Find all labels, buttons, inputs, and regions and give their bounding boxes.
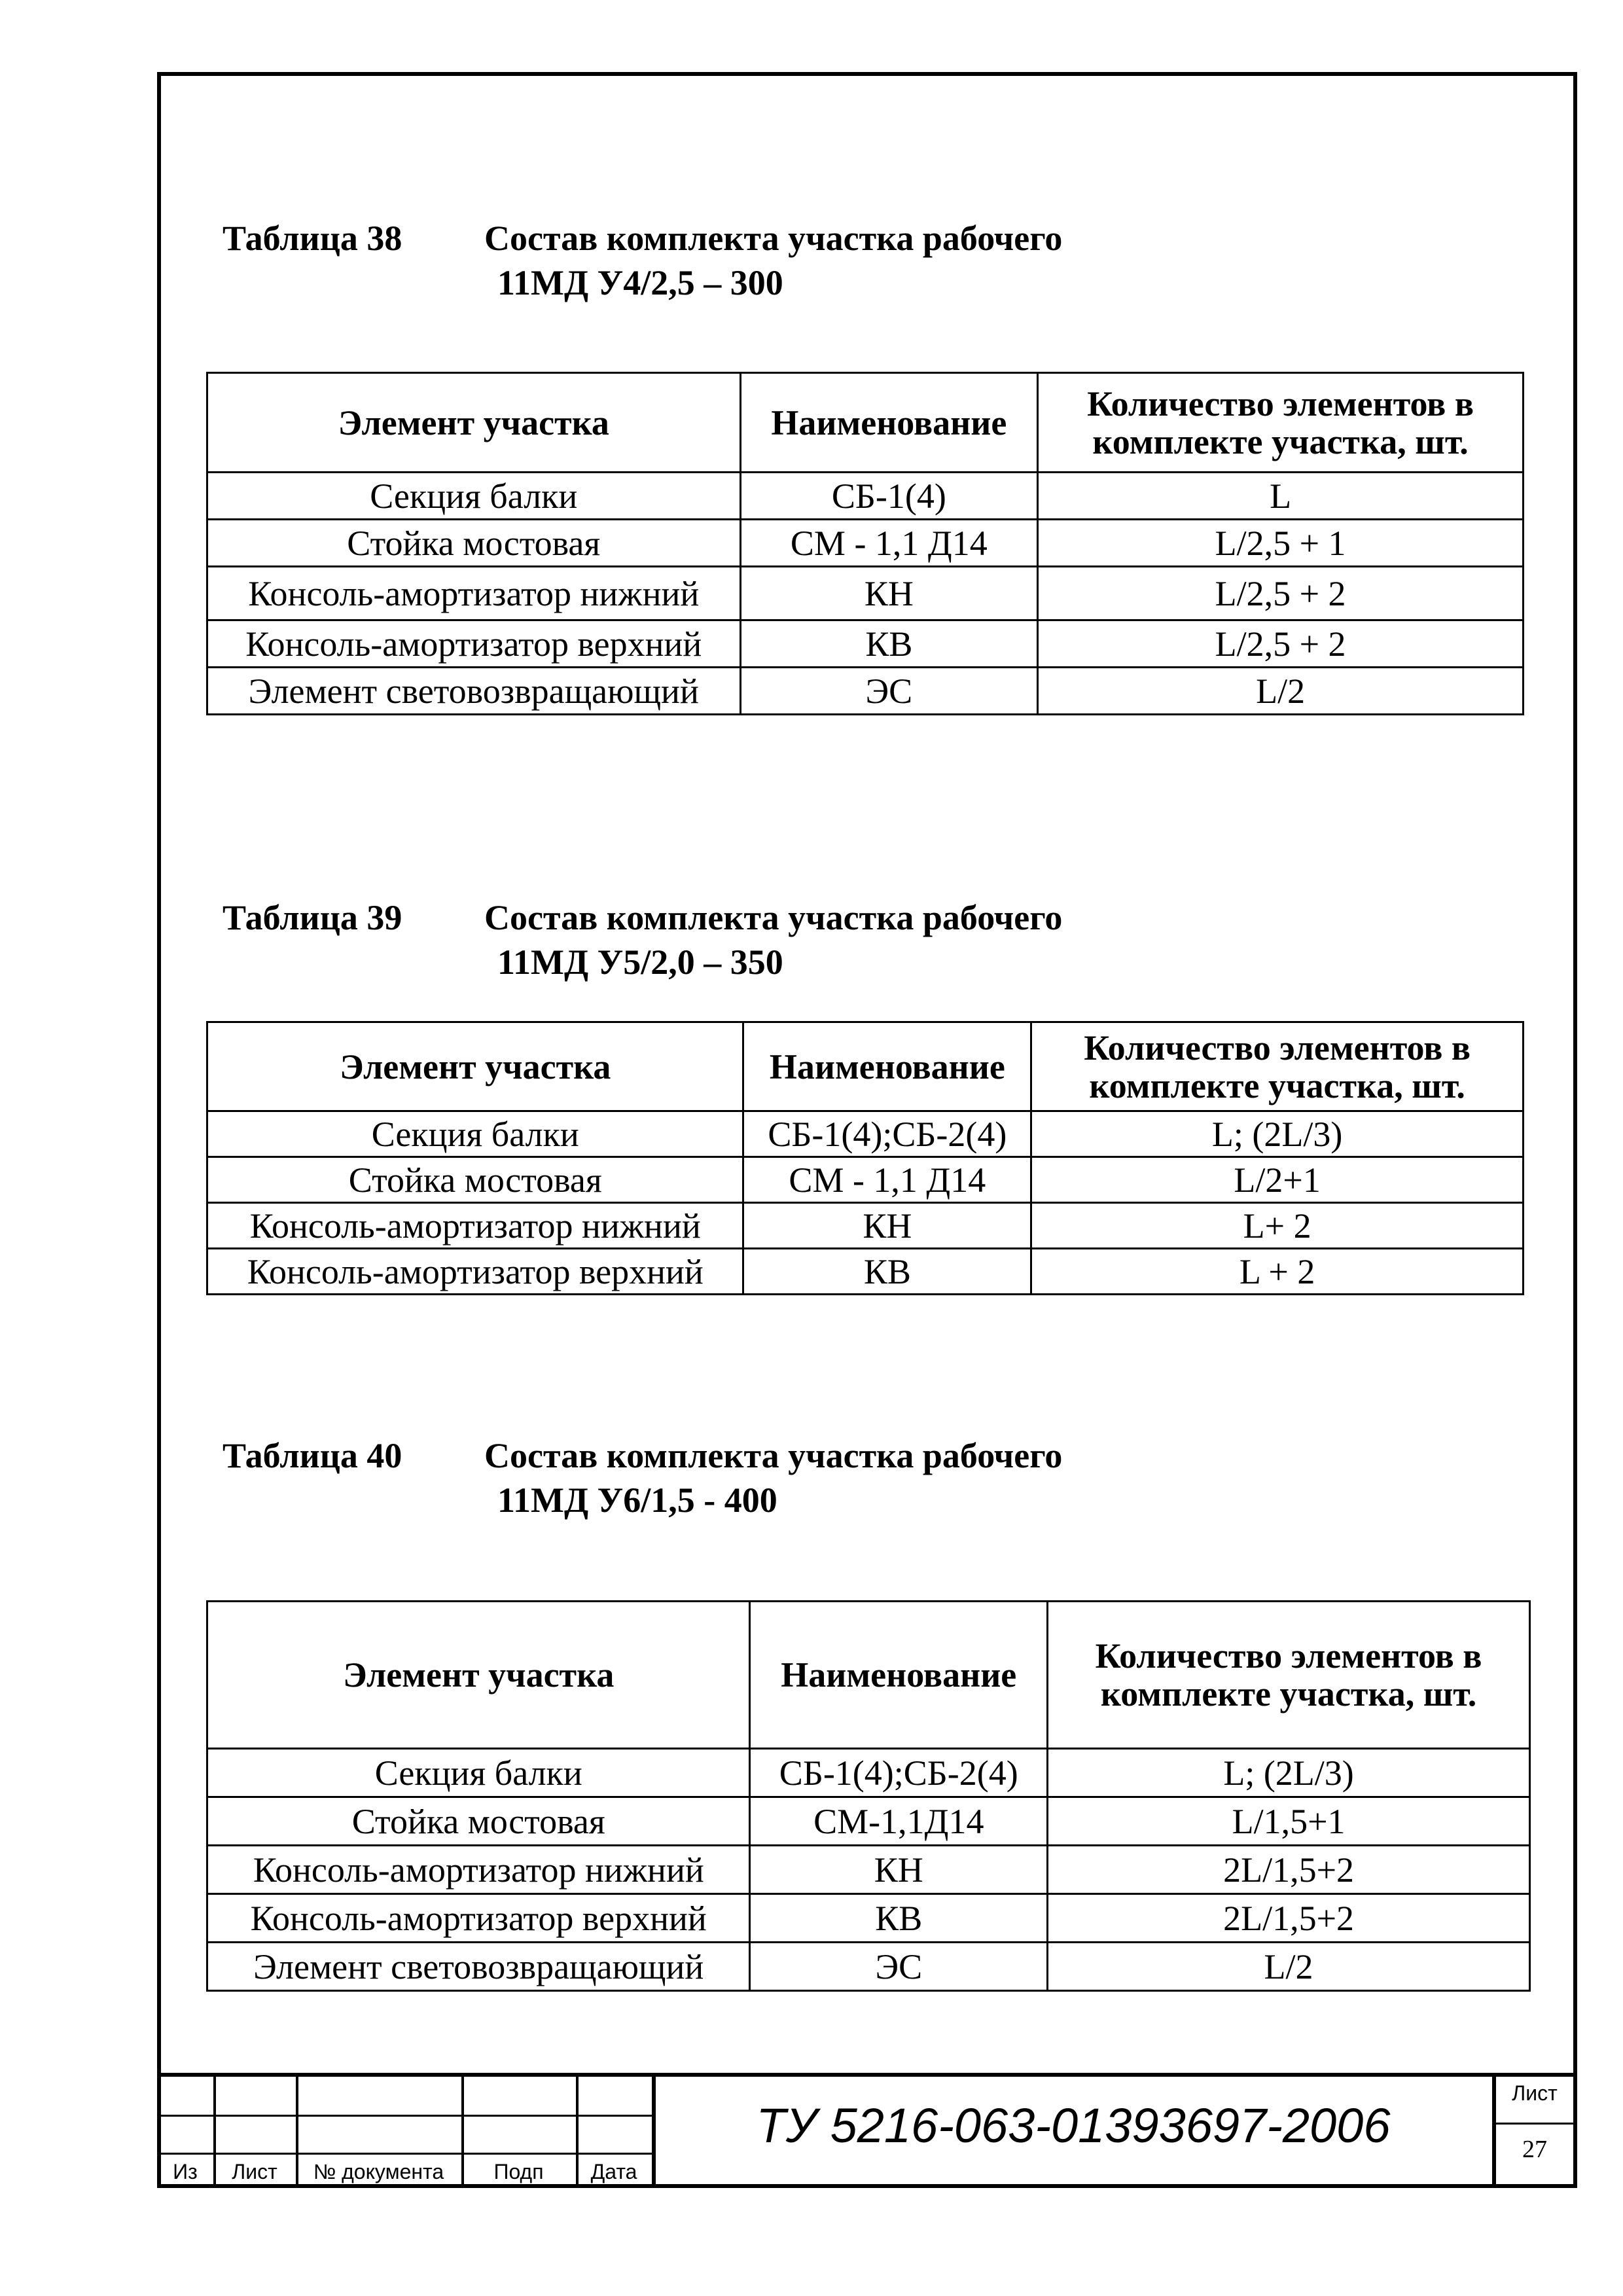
table-row xyxy=(207,1111,1524,1157)
table-38 xyxy=(206,372,1524,715)
cell-name: КН xyxy=(750,1846,1048,1894)
table-title-line2: 11МД У5/2,0 – 350 xyxy=(497,942,783,982)
header-name: Наименование xyxy=(750,1602,1048,1749)
table-number: Таблица 39 xyxy=(223,898,402,937)
table-39 xyxy=(206,1021,1524,1295)
table-number: Таблица 38 xyxy=(223,219,402,258)
table-row xyxy=(207,620,1524,668)
cell-element: Консоль-амортизатор нижний xyxy=(207,1846,750,1894)
sheet-number: 27 xyxy=(1522,2136,1547,2163)
cell-element: Стойка мостовая xyxy=(207,1797,750,1846)
table-row xyxy=(207,668,1524,715)
cell-name: СБ-1(4);СБ-2(4) xyxy=(743,1111,1031,1157)
cell-name: СМ - 1,1 Д14 xyxy=(743,1157,1031,1203)
table-title-line1: Состав комплекта участка рабочего xyxy=(484,898,1063,937)
document-code: ТУ 5216-063-01393697-2006 xyxy=(756,2098,1391,2153)
cell-element: Стойка мостовая xyxy=(207,520,741,567)
table-row xyxy=(207,1749,1530,1797)
cell-element: Секция балки xyxy=(207,1749,750,1797)
table-row xyxy=(207,567,1524,620)
table-row xyxy=(207,1797,1530,1846)
cell-quantity: 2L/1,5+2 xyxy=(1048,1846,1530,1894)
table-title-line1: Состав комплекта участка рабочего xyxy=(484,219,1063,258)
cell-quantity: L; (2L/3) xyxy=(1048,1749,1530,1797)
table-row xyxy=(207,1157,1524,1203)
cell-quantity: 2L/1,5+2 xyxy=(1048,1894,1530,1943)
header-quantity: Количество элементов в комплекте участка, шт. xyxy=(1031,1022,1524,1111)
table-row xyxy=(207,473,1524,520)
cell-name: КН xyxy=(743,1203,1031,1249)
table-row xyxy=(207,520,1524,567)
table-row xyxy=(207,1894,1530,1943)
stamp-label-iz: Из xyxy=(173,2160,198,2183)
table-title-line1: Состав комплекта участка рабочего xyxy=(484,1436,1063,1475)
stamp-label-date: Дата xyxy=(590,2160,637,2183)
cell-name: СБ-1(4) xyxy=(740,473,1038,520)
table-40-caption xyxy=(223,1433,1062,1522)
table-number: Таблица 40 xyxy=(223,1436,402,1475)
header-element: Элемент участка xyxy=(207,1602,750,1749)
stamp-divider xyxy=(652,2077,656,2188)
cell-name: ЭС xyxy=(740,668,1038,715)
stamp-label-list: Лист xyxy=(232,2160,277,2183)
table-header-row xyxy=(207,373,1524,473)
header-element: Элемент участка xyxy=(207,1022,743,1111)
header-quantity: Количество элементов в комплекте участка, шт. xyxy=(1048,1602,1530,1749)
cell-name: КВ xyxy=(740,620,1038,668)
cell-name: СМ - 1,1 Д14 xyxy=(740,520,1038,567)
table-title-line2: 11МД У4/2,5 – 300 xyxy=(497,263,783,302)
stamp-label-signature: Подп xyxy=(493,2160,544,2183)
cell-quantity: L + 2 xyxy=(1031,1249,1524,1295)
cell-element: Секция балки xyxy=(207,1111,743,1157)
table-row xyxy=(207,1943,1530,1991)
table-row xyxy=(207,1249,1524,1295)
stamp-divider xyxy=(157,2153,654,2155)
table-39-caption xyxy=(223,895,1062,984)
cell-quantity: L+ 2 xyxy=(1031,1203,1524,1249)
table-header-row xyxy=(207,1022,1524,1111)
cell-quantity: L/2 xyxy=(1048,1943,1530,1991)
cell-element: Консоль-амортизатор верхний xyxy=(207,620,741,668)
stamp-divider xyxy=(1492,2077,1496,2188)
cell-name: КН xyxy=(740,567,1038,620)
cell-element: Секция балки xyxy=(207,473,741,520)
stamp-label-doc-number: № документа xyxy=(313,2160,444,2183)
sheet-label: Лист xyxy=(1512,2081,1558,2105)
cell-quantity: L; (2L/3) xyxy=(1031,1111,1524,1157)
cell-quantity: L xyxy=(1038,473,1524,520)
cell-quantity: L/2,5 + 1 xyxy=(1038,520,1524,567)
stamp-divider xyxy=(1492,2123,1577,2125)
cell-element: Стойка мостовая xyxy=(207,1157,743,1203)
cell-element: Консоль-амортизатор нижний xyxy=(207,567,741,620)
table-row xyxy=(207,1203,1524,1249)
cell-quantity: L/2,5 + 2 xyxy=(1038,620,1524,668)
cell-name: КВ xyxy=(743,1249,1031,1295)
table-header-row xyxy=(207,1602,1530,1749)
header-element: Элемент участка xyxy=(207,373,741,473)
cell-quantity: L/1,5+1 xyxy=(1048,1797,1530,1846)
header-name: Наименование xyxy=(740,373,1038,473)
cell-element: Консоль-амортизатор верхний xyxy=(207,1894,750,1943)
cell-name: СБ-1(4);СБ-2(4) xyxy=(750,1749,1048,1797)
cell-quantity: L/2 xyxy=(1038,668,1524,715)
cell-quantity: L/2,5 + 2 xyxy=(1038,567,1524,620)
header-quantity: Количество элементов в комплекте участка, шт. xyxy=(1038,373,1524,473)
cell-element: Консоль-амортизатор нижний xyxy=(207,1203,743,1249)
table-38-caption xyxy=(223,216,1062,305)
cell-element: Элемент световозвращающий xyxy=(207,668,741,715)
stamp-divider xyxy=(157,2115,654,2117)
cell-quantity: L/2+1 xyxy=(1031,1157,1524,1203)
table-row xyxy=(207,1846,1530,1894)
cell-element: Консоль-амортизатор верхний xyxy=(207,1249,743,1295)
cell-name: КВ xyxy=(750,1894,1048,1943)
header-name: Наименование xyxy=(743,1022,1031,1111)
table-40 xyxy=(206,1600,1531,1992)
table-title-line2: 11МД У6/1,5 - 400 xyxy=(497,1480,777,1520)
cell-name: ЭС xyxy=(750,1943,1048,1991)
cell-name: СМ-1,1Д14 xyxy=(750,1797,1048,1846)
cell-element: Элемент световозвращающий xyxy=(207,1943,750,1991)
